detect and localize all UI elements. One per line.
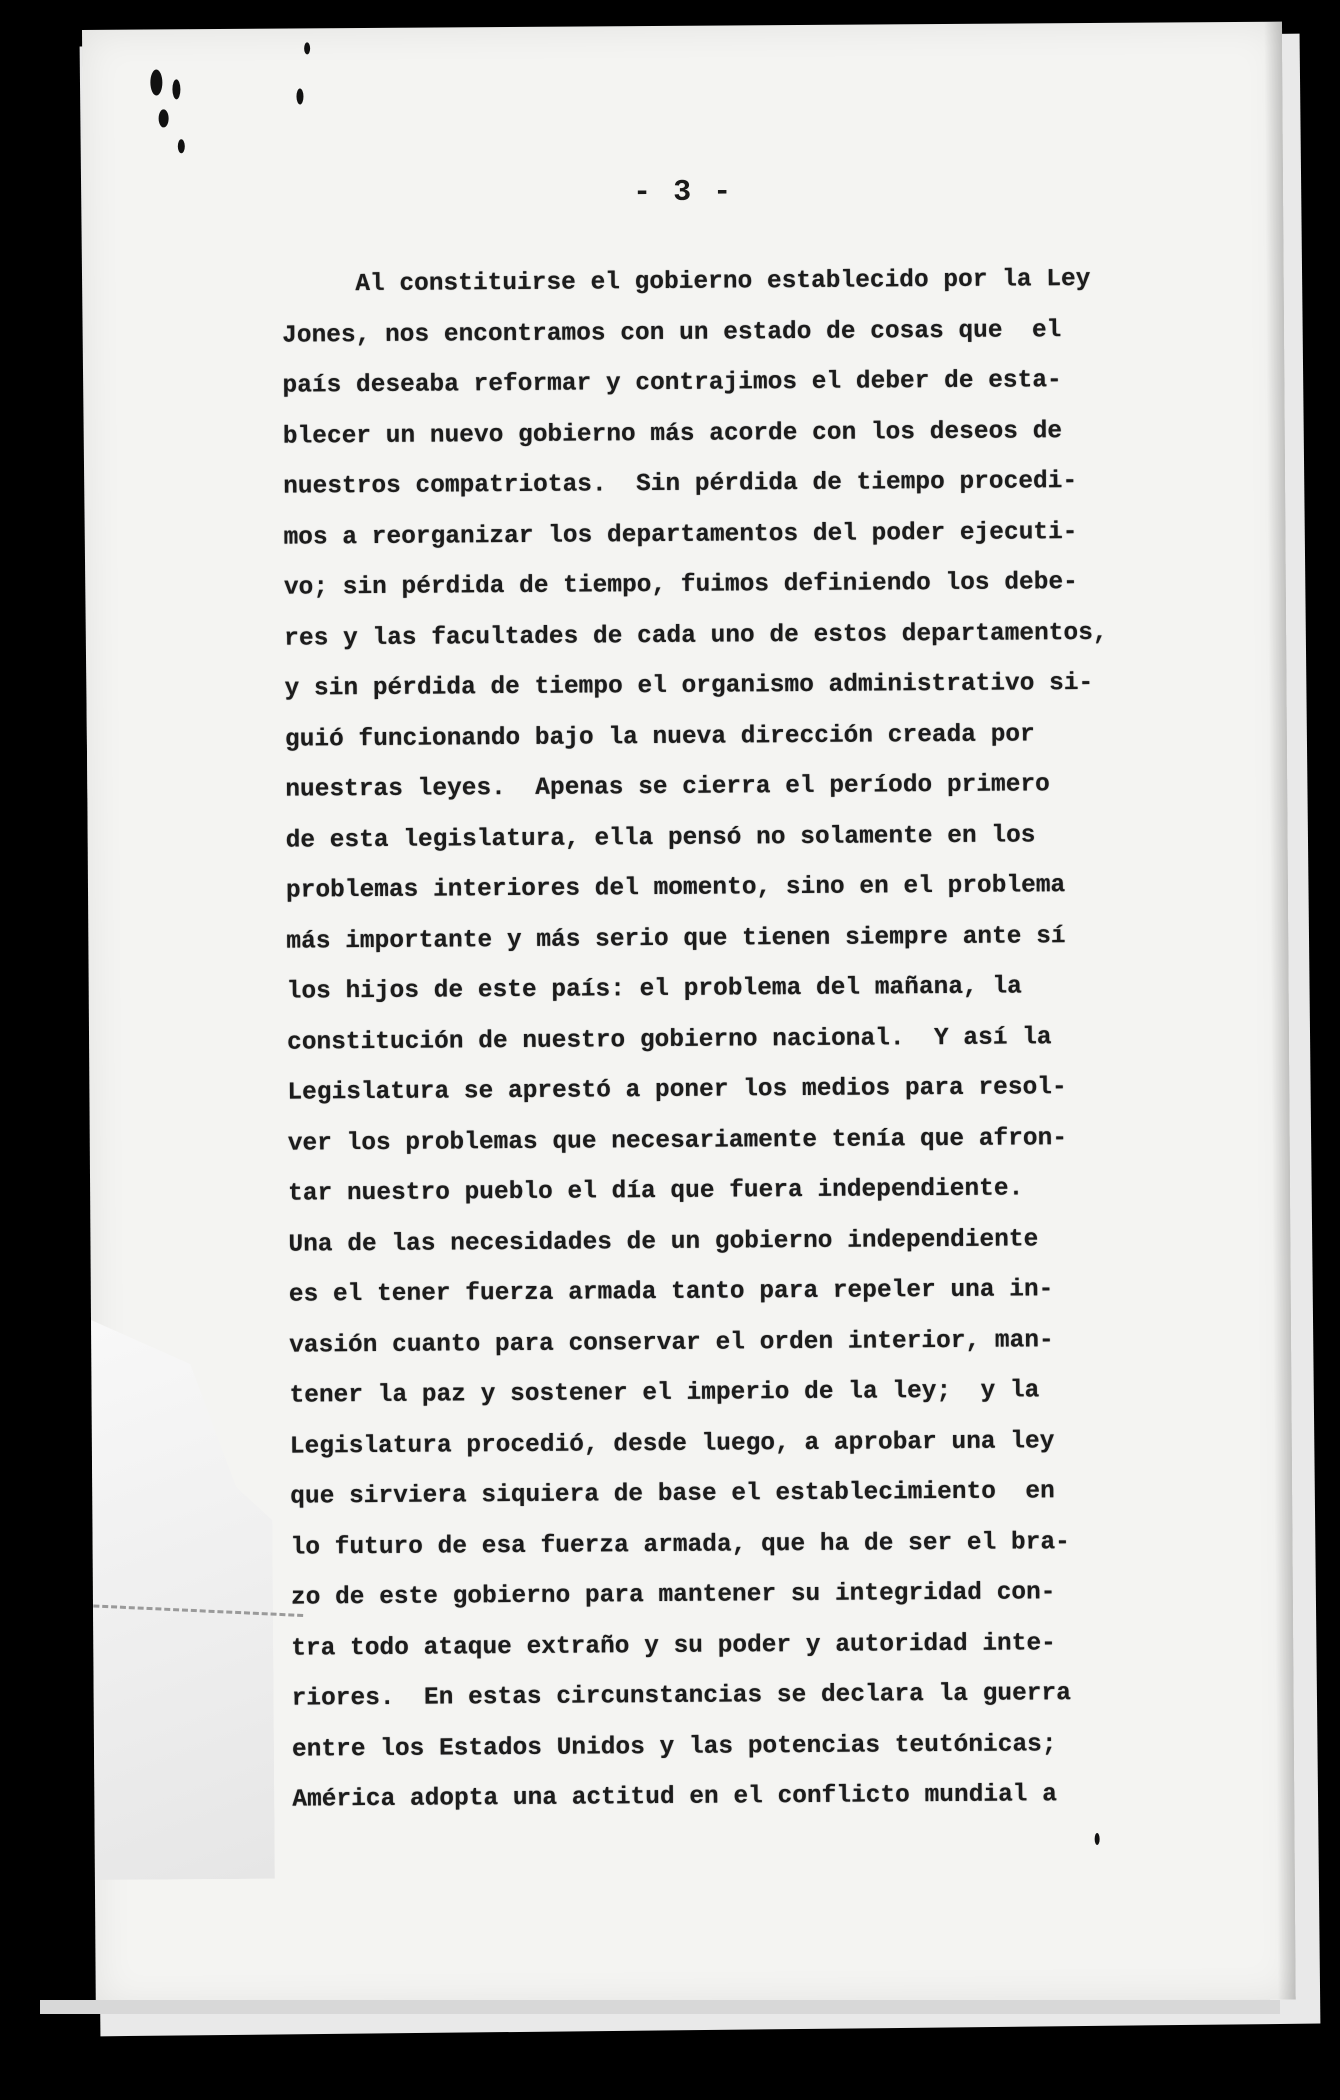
text-line: y sin pérdida de tiempo el organismo administrativo si- [284,669,1094,703]
text-line: guió funcionando bajo la nueva dirección creada por [284,720,1035,754]
text-line: ver los problemas que necesariamente tenía que afron- [287,1124,1068,1158]
text-line: problemas interiores del momento, sino en el problema [285,872,1066,905]
text-line: tar nuestro pueblo el día que fuera independiente. [288,1175,1024,1208]
text-line: res y las facultades de cada uno de estos departamentos, [284,619,1108,653]
text-line: Legislatura se aprestó a poner los medios para resol- [287,1074,1067,1107]
ink-speck [296,88,303,104]
typewritten-page [82,22,1296,2008]
text-line: Una de las necesidades de un gobierno independiente [288,1225,1039,1259]
text-line: blecer un nuevo gobierno más acorde con los deseos de [282,417,1063,451]
text-line: lo futuro de esa fuerza armada, que ha de ser el bra- [290,1528,1070,1562]
text-line: Al constituirse el gobierno establecido por la Ley [281,265,1091,299]
text-line: de esta legislatura, ella pensó no solamente en los [285,821,1036,855]
ink-speck [1095,1833,1100,1845]
text-line: más importante y más serio que tienen siempre ante sí [286,922,1066,956]
text-line: zo de este gobierno para mantener su integridad con- [290,1579,1056,1612]
text-line: tener la paz y sostener el imperio de la ley; y la [289,1377,1040,1410]
text-line: nuestros compatriotas. Sin pérdida de tiempo procedi- [283,468,1078,501]
text-line: vo; sin pérdida de tiempo, fuimos definiendo los debe- [283,569,1078,602]
text-line: que sirviera siquiera de base el establecimiento en [290,1478,1055,1511]
page-number: - 3 - [633,175,734,211]
text-line: tra todo ataque extraño y su poder y autoridad inte- [291,1629,1056,1663]
text-line: vasión cuanto para conservar el orden interior, man- [289,1326,1054,1360]
text-line: entre los Estados Unidos y las potencias teutónicas; [291,1730,1057,1764]
ink-speck [150,69,162,95]
bottom-paper-strip [40,2000,1280,2014]
text-line: Jones, nos encontramos con un estado de cosas que el [282,316,1062,350]
text-line: nuestras leyes. Apenas se cierra el período primero [285,771,1050,804]
torn-corner [91,1319,275,1880]
ink-speck [172,79,180,99]
body-text [282,254,1223,1826]
ink-speck [304,42,310,54]
text-line: es el tener fuerza armada tanto para repeler una in- [288,1276,1054,1309]
ink-speck [159,109,169,127]
text-line: riores. En estas circunstancias se declara la guerra [291,1680,1071,1713]
text-line: Legislatura procedió, desde luego, a aprobar una ley [289,1427,1055,1461]
text-line: América adopta una actitud en el conflicto mundial a [292,1781,1057,1814]
text-line: país deseaba reformar y contrajimos el deber de esta- [282,367,1062,400]
text-line: mos a reorganizar los departamentos del poder ejecuti- [283,518,1078,552]
ink-speck [178,139,185,153]
text-line: constitución de nuestro gobierno nacional. Y así la [286,1023,1052,1057]
text-line: los hijos de este país: el problema del mañana, la [286,973,1022,1006]
